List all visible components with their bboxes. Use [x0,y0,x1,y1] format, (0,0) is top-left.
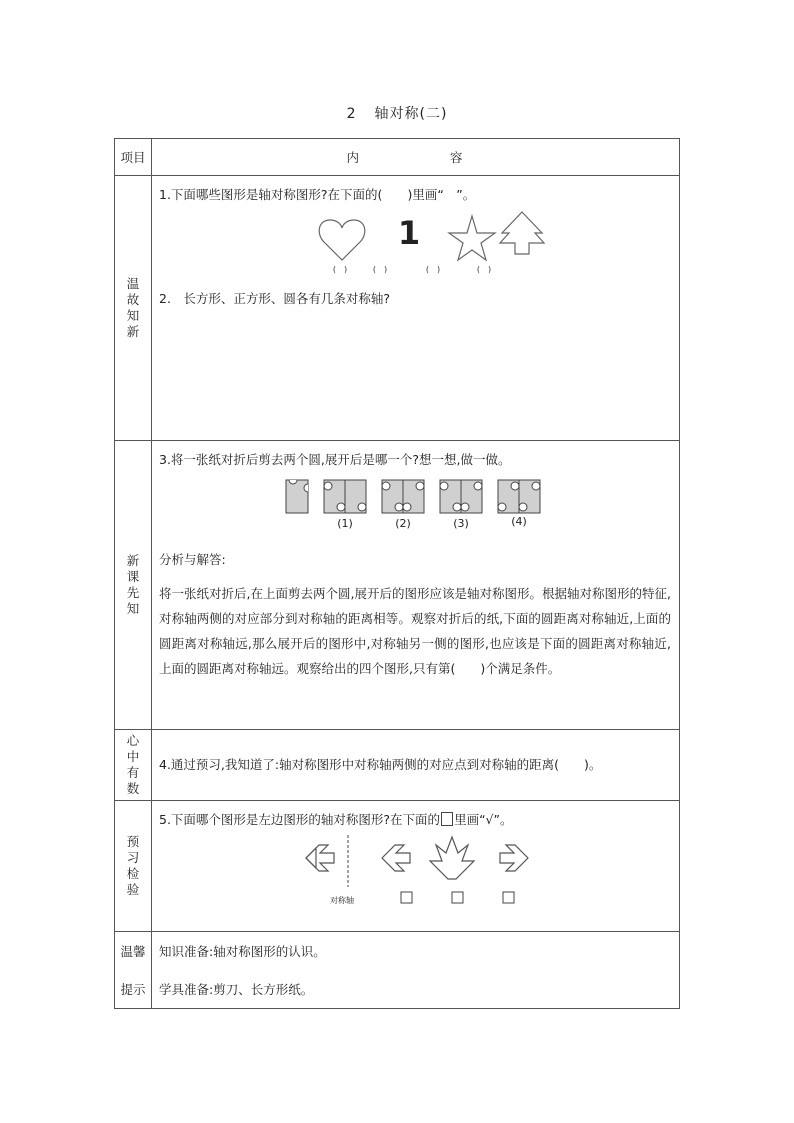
tips-label-1: 温馨 [115,932,152,971]
analysis-text: 将一张纸对折后,在上面剪去两个圆,展开后的图形应该是轴对称图形。根据轴对称图形的特征,对称轴两侧的对应部分到对称轴的距离相等。观察对折后的纸,下面的圆距离对称轴近,上面的圆距离对称轴远,那么展开后的图形中,对称轴另一侧的图形,也应该是下面的圆距离对称轴近,上面的圆距离对称轴远。观察给出的四个图形,只有第( )个满足条件。 [159,586,671,676]
section-label-summary: 心中有数 [115,730,152,801]
header-content: 内 容 [152,139,680,176]
tips-label-2: 提示 [115,970,152,1009]
section-check-content [152,801,680,932]
header-item: 项目 [115,139,152,176]
digit-one-figure: 1 [397,214,421,252]
original-arrow-shape [306,845,334,871]
option-3-paper [440,480,482,513]
answer-box-1[interactable] [401,892,412,903]
section-summary-content [152,730,680,801]
worksheet-table [114,138,680,1009]
lesson-title: 轴对称(二) [374,106,448,122]
checkbox-inline [441,812,453,826]
question-4: 4.通过预习,我知道了:轴对称图形中对称轴两侧的对应点到对称轴的距离( )。 [159,757,602,772]
question-3: 3.将一张纸对折后剪去两个圆,展开后是哪一个?想一想,做一做。 [159,452,511,467]
tips-knowledge: 知识准备:轴对称图形的认识。 [152,932,680,971]
tips-row-1 [115,932,680,971]
fold-cut-figures [152,471,680,529]
option-label-2: (2) [395,517,411,529]
candidate-arrow-3 [500,845,528,871]
option-label-3: (3) [453,517,469,529]
section-label-preview: 新课先知 [115,441,152,730]
section-label-check: 预习检验 [115,801,152,932]
question-5: 5.下面哪个图形是左边图形的轴对称图形?在下面的 里画“√”。 [159,812,513,827]
section-summary [115,730,680,801]
header-row [115,139,680,176]
answer-paren-4: ( ) [476,265,492,274]
tips-row-2 [115,970,680,1009]
lesson-number: 2 [346,106,357,122]
section-label-review: 温故知新 [115,176,152,441]
candidate-arrow-2 [430,837,474,879]
section-preview-content [152,441,680,730]
answer-paren-2: ( ) [372,265,388,274]
star-shape [449,216,495,260]
heart-shape [319,220,365,260]
axis-label: 对称轴 [330,896,354,905]
option-2-paper [382,480,424,513]
section-review-content [152,176,680,441]
answer-paren-1: ( ) [332,265,348,274]
analysis-title: 分析与解答: [159,552,226,567]
answer-paren-3: ( ) [425,265,441,274]
answer-box-2[interactable] [452,892,463,903]
section-preview [115,441,680,730]
section-review [115,176,680,441]
section-check [115,801,680,932]
option-4-paper [498,480,540,513]
option-label-1: (1) [337,517,353,529]
tips-materials: 学具准备:剪刀、长方形纸。 [152,970,680,1009]
arrow-figures [152,831,680,907]
question-1: 1.下面哪些图形是轴对称图形?在下面的( )里画“ ”。 [159,187,476,202]
question-2: 2. 长方形、正方形、圆各有几条对称轴? [159,291,391,306]
original-arrow-tip [306,848,316,868]
option-1-paper [324,480,366,513]
answer-box-3[interactable] [503,892,514,903]
candidate-arrow-1 [382,845,410,871]
folded-paper [286,480,308,513]
symmetry-figures [152,206,680,274]
tree-shape [500,212,544,254]
page-title [0,103,794,123]
option-label-4: (4) [511,515,527,528]
